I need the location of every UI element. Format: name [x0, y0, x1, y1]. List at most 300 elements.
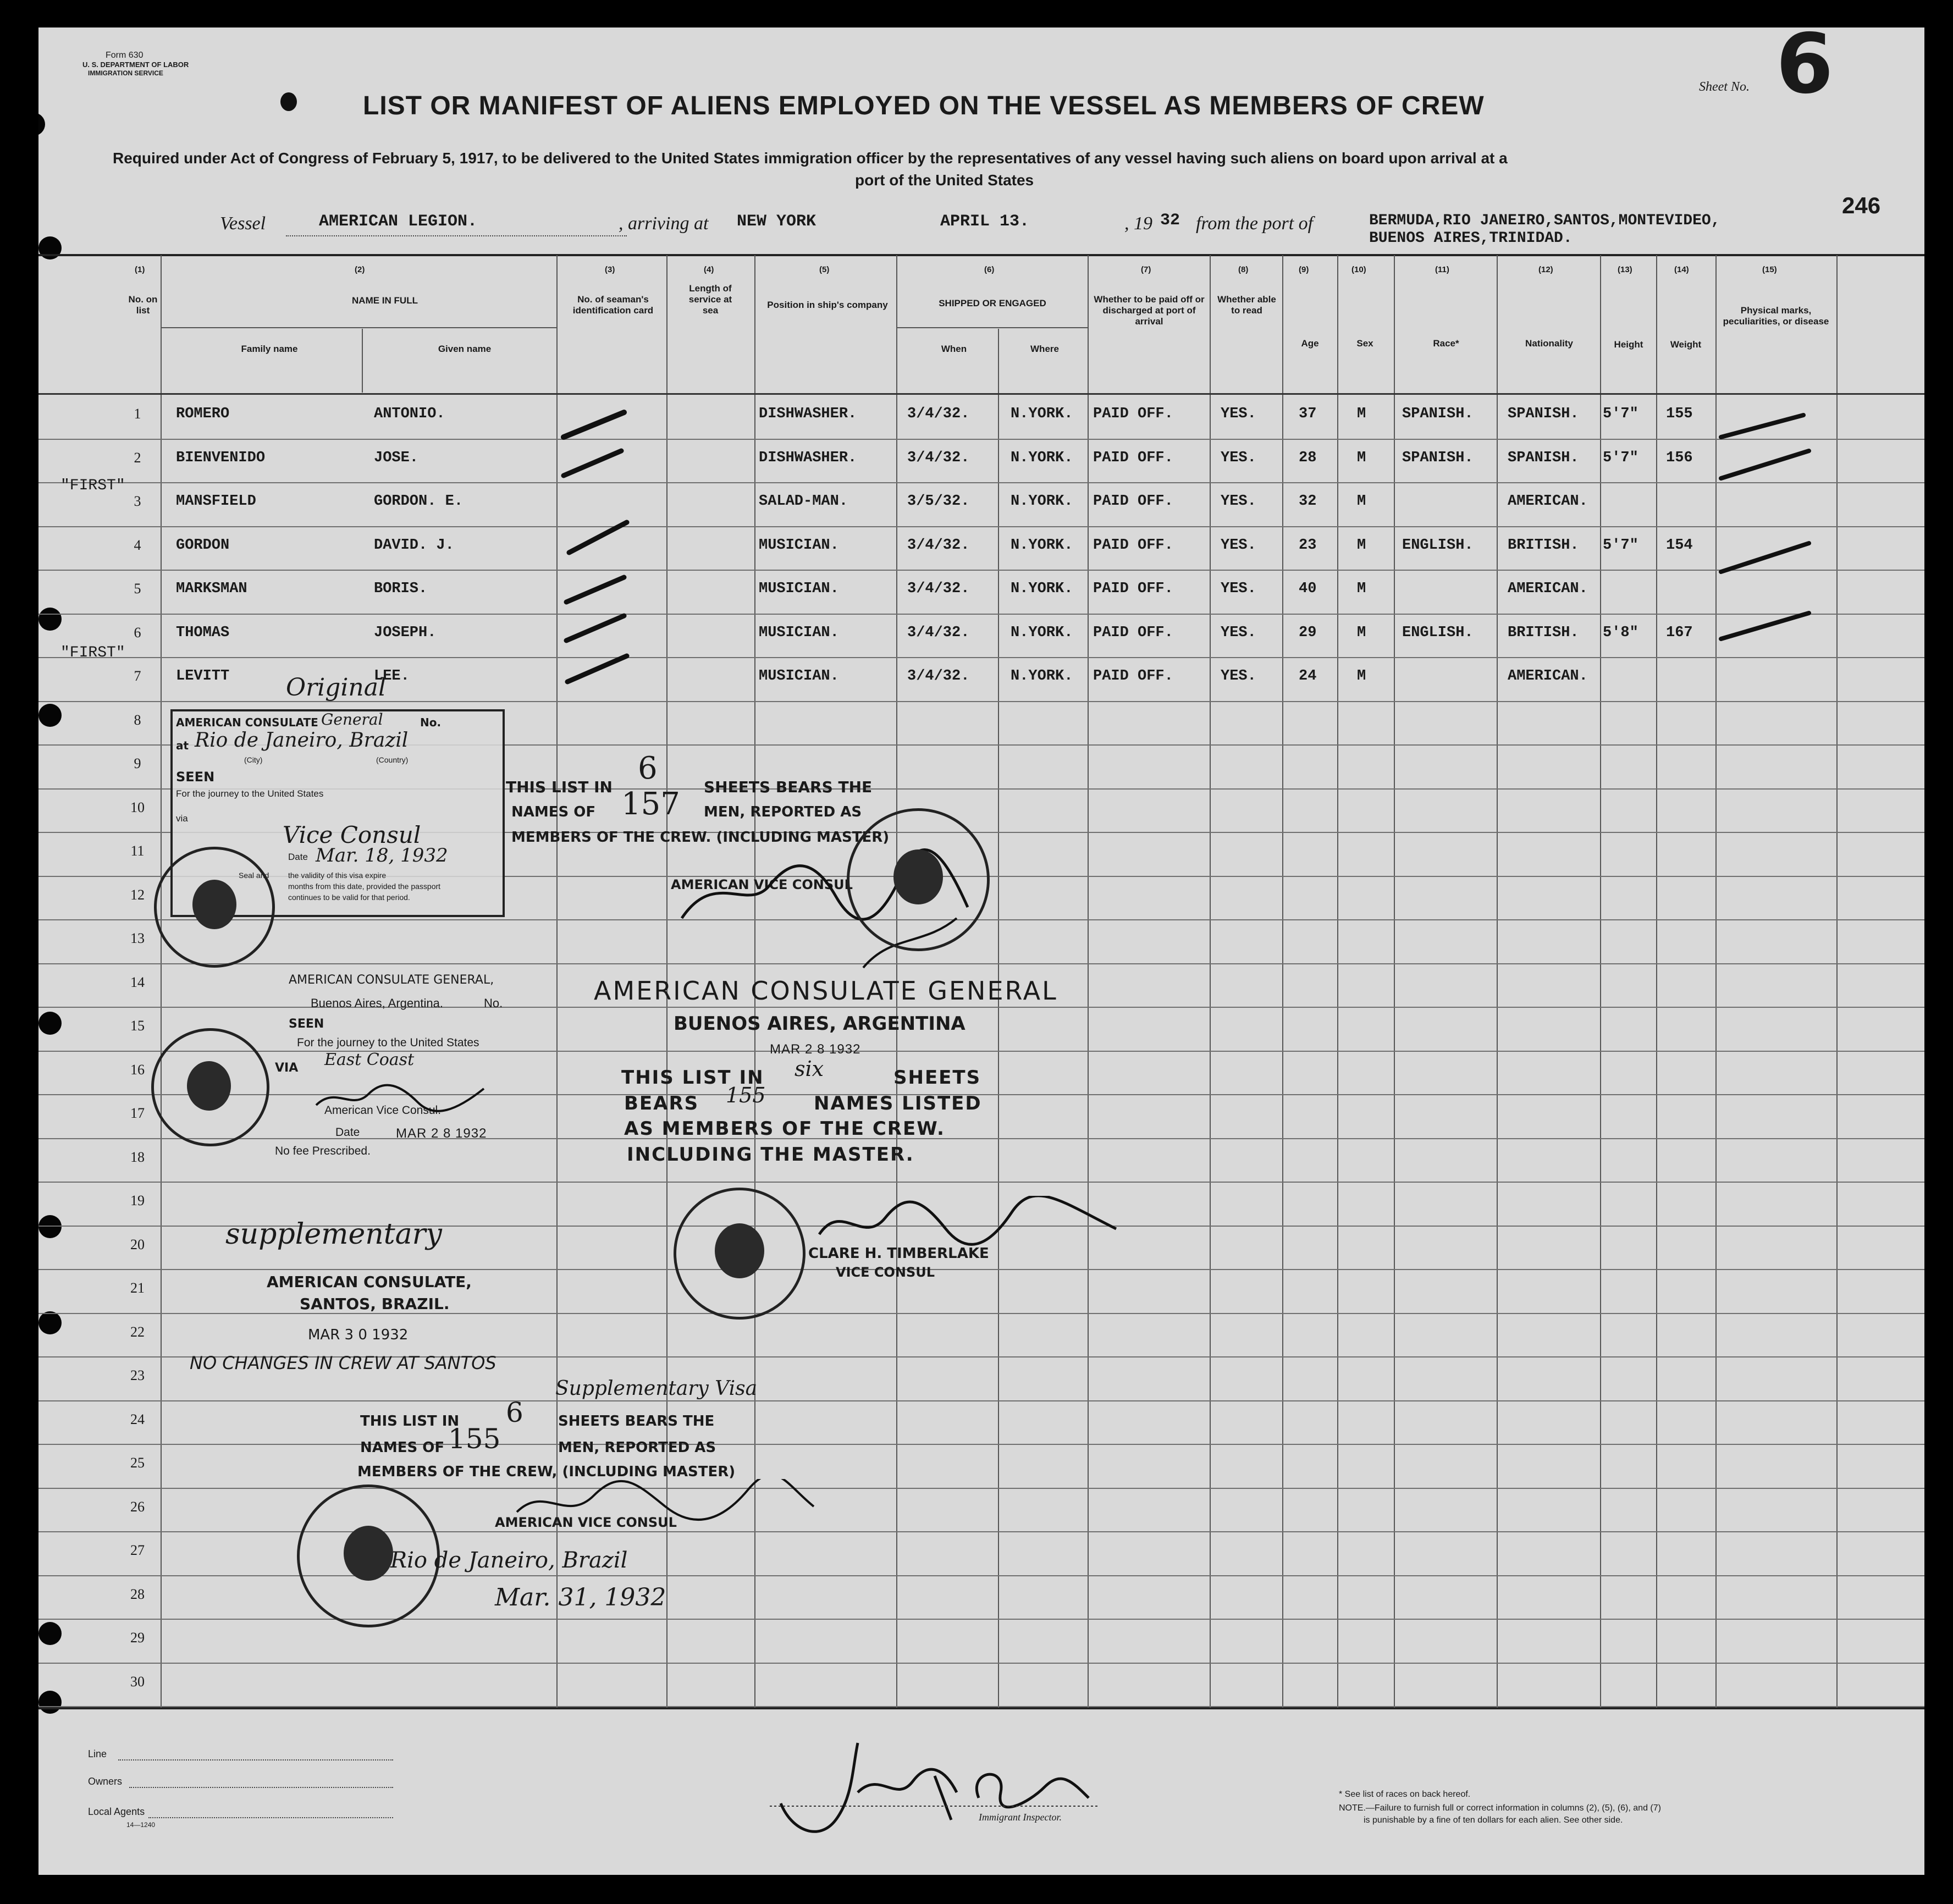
- cell-family: ROMERO: [176, 406, 230, 422]
- row-rule: [38, 1444, 1924, 1445]
- row-rule: [38, 1269, 1924, 1270]
- stamp-text: AMERICAN CONSULATE GENERAL,: [289, 973, 494, 987]
- cell-family: MARKSMAN: [176, 581, 247, 597]
- footer-owners-label: Owners: [88, 1776, 123, 1787]
- row-rule: [38, 570, 1924, 571]
- cell-nationality: BRITISH.: [1508, 537, 1579, 554]
- form-number: Form 630: [106, 51, 144, 60]
- column-divider: [1394, 255, 1395, 1708]
- crew-count-text: NAMES OF: [511, 804, 596, 820]
- cell-nationality: SPANISH.: [1508, 406, 1579, 422]
- crew-count-text: MEMBERS OF THE CREW, (INCLUDING MASTER): [357, 1464, 736, 1480]
- col-num: (12): [1538, 265, 1553, 274]
- crew-count-text: SHEETS BEARS THE: [558, 1413, 715, 1430]
- stamp-handwriting: six: [795, 1057, 824, 1081]
- column-divider: [1088, 255, 1089, 1708]
- cell-position: MUSICIAN.: [759, 625, 839, 641]
- row-rule: [38, 1138, 1924, 1139]
- row-number: 5: [134, 581, 141, 597]
- stamp-text: SEEN: [289, 1017, 324, 1031]
- row-number: 2: [134, 450, 141, 466]
- header-bottom-rule: [38, 393, 1924, 395]
- cell-position: MUSICIAN.: [759, 537, 839, 554]
- cell-age: 24: [1299, 668, 1317, 685]
- footer-note: is punishable by a fine of ten dollars for each alien. See other side.: [1364, 1815, 1623, 1825]
- crew-count-text: MEN, REPORTED AS: [704, 804, 862, 820]
- col-header-age: Age: [1301, 338, 1319, 349]
- check-marks: [561, 399, 671, 685]
- col-header-family: Family name: [241, 344, 298, 354]
- row-rule: [38, 614, 1924, 615]
- row-number: 17: [130, 1105, 145, 1121]
- cell-sex: M: [1357, 493, 1366, 510]
- handwritten-note: Supplementary Visa: [555, 1377, 758, 1400]
- cell-when: 3/4/32.: [907, 406, 970, 422]
- cell-sex: M: [1357, 625, 1366, 641]
- cell-position: MUSICIAN.: [759, 668, 839, 685]
- cell-age: 28: [1299, 450, 1317, 466]
- col-num: (15): [1762, 265, 1777, 274]
- cell-given: JOSE.: [374, 450, 419, 466]
- footer-rule: [118, 1759, 393, 1760]
- cell-height: 5'7": [1603, 450, 1638, 466]
- cell-where: N.YORK.: [1011, 625, 1073, 641]
- stamp-handwriting: Rio de Janeiro, Brazil: [195, 729, 409, 752]
- cell-given: BORIS.: [374, 581, 428, 597]
- cell-position: DISHWASHER.: [759, 406, 857, 422]
- footer-note: * See list of races on back hereof.: [1339, 1790, 1471, 1799]
- eagle-emblem-icon: [715, 1223, 764, 1278]
- col-header-given: Given name: [438, 344, 492, 354]
- stamp-text: Seal and: [239, 871, 269, 880]
- eagle-emblem-icon: [344, 1526, 393, 1581]
- stamp-text: Date: [335, 1126, 360, 1139]
- row-rule: [38, 919, 1924, 920]
- stamp-text: (City): [244, 755, 263, 764]
- stamp-handwriting: East Coast: [324, 1050, 415, 1069]
- vessel-name: AMERICAN LEGION.: [319, 212, 478, 231]
- cell-age: 23: [1299, 537, 1317, 554]
- cell-when: 3/4/32.: [907, 581, 970, 597]
- row-number: 10: [130, 799, 145, 815]
- col-header-height: Height: [1614, 339, 1643, 350]
- stamp-text: NO CHANGES IN CREW AT SANTOS: [190, 1353, 496, 1373]
- form-code: 14—1240: [126, 1821, 156, 1829]
- cell-paid: PAID OFF.: [1093, 450, 1173, 466]
- footer-line-label: Line: [88, 1748, 107, 1759]
- footer-rule: [129, 1787, 393, 1788]
- column-divider: [1600, 255, 1601, 1708]
- col-header-sex: Sex: [1356, 338, 1373, 349]
- cell-family: BIENVENIDO: [176, 450, 266, 466]
- stamp-text: VIA: [275, 1061, 299, 1075]
- stamp-text: months from this date, provided the passport: [288, 882, 441, 891]
- col-header-when: When: [941, 344, 967, 354]
- stamp-text: Date: [288, 852, 308, 862]
- row-rule: [38, 1051, 1924, 1052]
- stamp-text: at: [176, 739, 189, 752]
- cell-read: YES.: [1221, 406, 1256, 422]
- marks-column-strokes: [1715, 390, 1825, 643]
- col-header-paid-off: Whether to be paid off or discharged at port of arrival: [1094, 294, 1205, 327]
- cell-weight: 156: [1666, 450, 1693, 466]
- stamp-text: No fee Prescribed.: [275, 1145, 371, 1157]
- header-subrule: [161, 327, 556, 328]
- page-number: 246: [1842, 192, 1881, 218]
- cell-when: 3/4/32.: [907, 450, 970, 466]
- margin-note: "FIRST": [60, 644, 125, 661]
- column-divider: [1497, 255, 1498, 1708]
- col-header-where: Where: [1030, 344, 1059, 354]
- cell-nationality: AMERICAN.: [1508, 668, 1588, 685]
- footer-agents-label: Local Agents: [88, 1806, 145, 1817]
- vessel-underline: [286, 235, 627, 236]
- cell-paid: PAID OFF.: [1093, 493, 1173, 510]
- col-header-no: No. on list: [128, 294, 158, 316]
- col-num: (10): [1351, 265, 1366, 274]
- punch-hole: [38, 1622, 62, 1645]
- cell-weight: 154: [1666, 537, 1693, 554]
- row-rule: [38, 439, 1924, 440]
- cell-given: ANTONIO.: [374, 406, 445, 422]
- cell-where: N.YORK.: [1011, 450, 1073, 466]
- cell-read: YES.: [1221, 668, 1256, 685]
- cell-given: JOSEPH.: [374, 625, 437, 641]
- consulate-seal: [674, 1188, 806, 1320]
- eagle-emblem-icon: [187, 1061, 231, 1111]
- consulate-seal: [847, 808, 990, 951]
- cell-age: 37: [1299, 406, 1317, 422]
- inspector-label: Immigrant Inspector.: [979, 1812, 1062, 1823]
- cell-where: N.YORK.: [1011, 668, 1073, 685]
- stamp-text: AS MEMBERS OF THE CREW.: [624, 1118, 945, 1140]
- cell-sex: M: [1357, 406, 1366, 422]
- ink-blot: [280, 92, 297, 111]
- cell-age: 40: [1299, 581, 1317, 597]
- stamp-text: THIS LIST IN: [621, 1067, 764, 1089]
- cell-when: 3/4/32.: [907, 625, 970, 641]
- handwritten-count: 155: [448, 1423, 501, 1455]
- departure-ports: BUENOS AIRES,TRINIDAD.: [1369, 230, 1573, 247]
- stamp-text: INCLUDING THE MASTER.: [627, 1144, 914, 1166]
- arrival-port: NEW YORK: [737, 212, 816, 231]
- stamp-text: American Vice Consul.: [324, 1104, 442, 1117]
- row-number: 11: [130, 843, 145, 859]
- row-number: 16: [130, 1062, 145, 1078]
- sheet-number: 6: [1776, 27, 1834, 112]
- col-num: (11): [1435, 265, 1449, 274]
- col-num: (1): [135, 265, 145, 274]
- cell-paid: PAID OFF.: [1093, 668, 1173, 685]
- cell-given: GORDON. E.: [374, 493, 464, 510]
- cell-sex: M: [1357, 537, 1366, 554]
- punch-hole: [38, 1215, 62, 1238]
- row-number: 7: [134, 668, 141, 684]
- cell-nationality: AMERICAN.: [1508, 493, 1588, 510]
- crew-count-text: SHEETS BEARS THE: [704, 778, 873, 796]
- inspector-signature: [770, 1737, 1111, 1842]
- cell-height: 5'7": [1603, 406, 1638, 422]
- cell-race: SPANISH.: [1402, 406, 1474, 422]
- cell-read: YES.: [1221, 537, 1256, 554]
- crew-count-text: THIS LIST IN: [506, 778, 613, 796]
- arrival-year: 32: [1160, 211, 1180, 230]
- row-rule: [38, 963, 1924, 964]
- row-rule: [38, 1400, 1924, 1401]
- row-number: 27: [130, 1542, 145, 1558]
- row-number: 22: [130, 1324, 145, 1340]
- cell-given: LEE.: [374, 668, 410, 685]
- consul-signature: [511, 1479, 819, 1528]
- table-bottom-rule: [38, 1707, 1924, 1709]
- row-number: 28: [130, 1586, 145, 1602]
- cell-read: YES.: [1221, 493, 1256, 510]
- consul-title: VICE CONSUL: [836, 1265, 935, 1280]
- row-number: 30: [130, 1674, 145, 1690]
- stamp-text: No.: [484, 996, 503, 1010]
- col-header-position: Position in ship's company: [767, 300, 888, 310]
- handwritten-sheets: 6: [638, 750, 658, 786]
- crew-count-text: NAMES OF: [360, 1439, 445, 1456]
- row-number: 12: [130, 887, 145, 903]
- row-rule: [38, 1706, 1924, 1707]
- cell-weight: 155: [1666, 406, 1693, 422]
- col-num: (14): [1674, 265, 1689, 274]
- col-header-read: Whether able to read: [1217, 294, 1276, 316]
- cell-nationality: SPANISH.: [1508, 450, 1579, 466]
- from-port-label: from the port of: [1196, 213, 1314, 234]
- row-rule: [38, 1619, 1924, 1620]
- handwritten-date: Mar. 31, 1932: [495, 1583, 666, 1611]
- stamp-text: For the journey to the United States: [297, 1036, 479, 1049]
- consulate-seal: [154, 847, 275, 968]
- cell-nationality: AMERICAN.: [1508, 581, 1588, 597]
- table-top-rule: [38, 254, 1924, 256]
- crew-count-text: MEMBERS OF THE CREW. (INCLUDING MASTER): [511, 829, 890, 846]
- form-subtitle: port of the United States: [855, 172, 1034, 189]
- stamp-text: (Country): [376, 755, 409, 764]
- stamp-text: SANTOS, BRAZIL.: [300, 1295, 450, 1313]
- punch-hole: [38, 113, 45, 136]
- handwritten-note: supplementary: [225, 1218, 442, 1251]
- departure-ports: BERMUDA,RIO JANEIRO,SANTOS,MONTEVIDEO,: [1369, 212, 1720, 229]
- cell-sex: M: [1357, 450, 1366, 466]
- arrival-date: APRIL 13.: [940, 212, 1030, 231]
- row-rule: [38, 1663, 1924, 1664]
- punch-hole: [38, 1311, 62, 1334]
- cell-position: SALAD-MAN.: [759, 493, 848, 510]
- stamp-text: For the journey to the United States: [176, 788, 324, 799]
- cell-paid: PAID OFF.: [1093, 406, 1173, 422]
- department-line: U. S. DEPARTMENT OF LABOR: [82, 60, 189, 69]
- stamp-text: BUENOS AIRES, ARGENTINA: [674, 1013, 966, 1035]
- cell-family: GORDON: [176, 537, 230, 554]
- cell-when: 3/4/32.: [907, 668, 970, 685]
- column-divider: [1337, 255, 1338, 1708]
- column-divider: [161, 255, 162, 1708]
- row-number: 1: [134, 406, 141, 422]
- col-header-name: NAME IN FULL: [352, 295, 418, 306]
- vessel-label: Vessel: [220, 213, 266, 234]
- col-header-weight: Weight: [1670, 339, 1702, 350]
- row-rule: [38, 1313, 1924, 1314]
- row-number: 15: [130, 1018, 145, 1034]
- column-divider: [1210, 255, 1211, 1708]
- cell-where: N.YORK.: [1011, 581, 1073, 597]
- cell-where: N.YORK.: [1011, 406, 1073, 422]
- handwritten-count: 157: [621, 786, 680, 822]
- row-number: 23: [130, 1367, 145, 1383]
- consulate-seal: [151, 1028, 269, 1146]
- cell-position: DISHWASHER.: [759, 450, 857, 466]
- manifest-sheet: [38, 27, 1924, 1875]
- cell-when: 3/4/32.: [907, 537, 970, 554]
- stamp-text: AMERICAN CONSULATE: [176, 716, 318, 729]
- cell-race: ENGLISH.: [1402, 537, 1474, 554]
- col-num: (8): [1238, 265, 1249, 274]
- col-num: (9): [1299, 265, 1309, 274]
- col-header-race: Race*: [1433, 338, 1459, 349]
- stamp-text: continues to be valid for that period.: [288, 893, 410, 902]
- consul-title: AMERICAN VICE CONSUL: [671, 877, 853, 892]
- header-subrule: [896, 327, 1088, 328]
- consul-title: AMERICAN VICE CONSUL: [495, 1515, 677, 1530]
- handwritten-sheets: 6: [506, 1397, 523, 1428]
- stamp-text: AMERICAN CONSULATE,: [267, 1273, 472, 1291]
- cell-when: 3/5/32.: [907, 493, 970, 510]
- col-num: (7): [1141, 265, 1151, 274]
- punch-hole: [38, 608, 62, 631]
- cell-height: 5'7": [1603, 537, 1638, 554]
- punch-hole: [38, 1012, 62, 1035]
- stamp-text: the validity of this visa expire: [288, 871, 387, 880]
- stamp-text: AMERICAN CONSULATE GENERAL: [594, 976, 1058, 1006]
- cell-age: 32: [1299, 493, 1317, 510]
- cell-where: N.YORK.: [1011, 537, 1073, 554]
- cell-given: DAVID. J.: [374, 537, 454, 554]
- row-rule: [38, 482, 1924, 483]
- row-rule: [38, 526, 1924, 527]
- cell-where: N.YORK.: [1011, 493, 1073, 510]
- cell-paid: PAID OFF.: [1093, 581, 1173, 597]
- row-number: 6: [134, 625, 141, 641]
- row-number: 20: [130, 1237, 145, 1252]
- handwritten-place: Rio de Janeiro, Brazil: [390, 1548, 628, 1573]
- cell-age: 29: [1299, 625, 1317, 641]
- col-header-shipped: SHIPPED OR ENGAGED: [939, 298, 1046, 308]
- col-num: (6): [984, 265, 995, 274]
- row-number: 18: [130, 1149, 145, 1165]
- col-header-marks: Physical marks, peculiarities, or disease: [1723, 305, 1829, 327]
- column-divider: [1282, 255, 1283, 1708]
- cell-family: LEVITT: [176, 668, 230, 685]
- eagle-emblem-icon: [192, 880, 236, 929]
- col-header-id-card: No. of seaman's identification card: [572, 294, 654, 316]
- cell-race: ENGLISH.: [1402, 625, 1474, 641]
- cell-height: 5'8": [1603, 625, 1638, 641]
- handwritten-original: Original: [286, 674, 387, 702]
- crew-count-text: THIS LIST IN: [360, 1413, 460, 1430]
- row-number: 29: [130, 1630, 145, 1646]
- department-line: IMMIGRATION SERVICE: [88, 69, 163, 77]
- stamp-handwriting: General: [321, 710, 383, 729]
- consul-signature: [313, 1083, 489, 1116]
- row-number: 9: [134, 755, 141, 771]
- column-divider: [1836, 255, 1838, 1708]
- stamp-text: Vice Consul: [283, 821, 421, 848]
- column-divider: [1656, 255, 1657, 1708]
- form-subtitle: Required under Act of Congress of February 5, 1917, to be delivered to the United States immigration officer by the representatives of any vessel having such aliens on board upon arrival at a: [113, 150, 1508, 167]
- row-number: 24: [130, 1411, 145, 1427]
- cell-read: YES.: [1221, 450, 1256, 466]
- stamp-text: BEARS: [624, 1092, 699, 1114]
- col-header-service: Length of service at sea: [688, 283, 732, 316]
- cell-weight: 167: [1666, 625, 1693, 641]
- cell-paid: PAID OFF.: [1093, 625, 1173, 641]
- stamp-text: No.: [420, 716, 442, 729]
- form-title: LIST OR MANIFEST OF ALIENS EMPLOYED ON THE VESSEL AS MEMBERS OF CREW: [363, 91, 1485, 120]
- stamp-text: SHEETS: [893, 1067, 981, 1089]
- row-rule: [38, 1182, 1924, 1183]
- arriving-label: , arriving at: [619, 213, 709, 234]
- stamp-text: SEEN: [176, 769, 215, 785]
- row-number: 21: [130, 1280, 145, 1296]
- margin-note: "FIRST": [60, 477, 125, 494]
- footer-note: NOTE.—Failure to furnish full or correct information in columns (2), (5), (6), and (7): [1339, 1803, 1661, 1813]
- eagle-emblem-icon: [893, 849, 943, 904]
- cell-read: YES.: [1221, 625, 1256, 641]
- stamp-text: Buenos Aires, Argentina.: [311, 996, 443, 1010]
- row-number: 13: [130, 930, 145, 946]
- col-num: (3): [605, 265, 615, 274]
- row-rule: [38, 657, 1924, 658]
- stamp-handwriting: 155: [726, 1083, 766, 1107]
- punch-hole: [38, 1691, 62, 1714]
- row-rule: [38, 1488, 1924, 1489]
- column-divider: [998, 329, 999, 1708]
- footer-rule: [148, 1817, 393, 1818]
- cell-sex: M: [1357, 581, 1366, 597]
- cell-position: MUSICIAN.: [759, 581, 839, 597]
- crew-count-text: MEN, REPORTED AS: [558, 1439, 716, 1456]
- sheet-label: Sheet No.: [1699, 80, 1750, 94]
- stamp-text: NAMES LISTED: [814, 1092, 982, 1114]
- row-number: 8: [134, 712, 141, 728]
- col-num: (5): [819, 265, 830, 274]
- stamp-date: MAR 3 0 1932: [308, 1327, 409, 1343]
- stamp-text: via: [176, 813, 188, 824]
- cell-family: THOMAS: [176, 625, 230, 641]
- cell-read: YES.: [1221, 581, 1256, 597]
- col-num: (2): [355, 265, 365, 274]
- row-number: 25: [130, 1455, 145, 1471]
- row-number: 14: [130, 974, 145, 990]
- cell-family: MANSFIELD: [176, 493, 256, 510]
- row-number: 19: [130, 1193, 145, 1208]
- cell-sex: M: [1357, 668, 1366, 685]
- cell-paid: PAID OFF.: [1093, 537, 1173, 554]
- col-header-nationality: Nationality: [1525, 338, 1573, 349]
- stamp-date: MAR 2 8 1932: [770, 1042, 861, 1057]
- cell-race: SPANISH.: [1402, 450, 1474, 466]
- stamp-date: MAR 2 8 1932: [396, 1126, 487, 1141]
- row-number: 4: [134, 537, 141, 553]
- stamp-handwriting: Mar. 18, 1932: [316, 845, 448, 867]
- cell-nationality: BRITISH.: [1508, 625, 1579, 641]
- col-num: (4): [704, 265, 714, 274]
- column-divider: [362, 329, 363, 393]
- consul-name: CLARE H. TIMBERLAKE: [808, 1245, 989, 1262]
